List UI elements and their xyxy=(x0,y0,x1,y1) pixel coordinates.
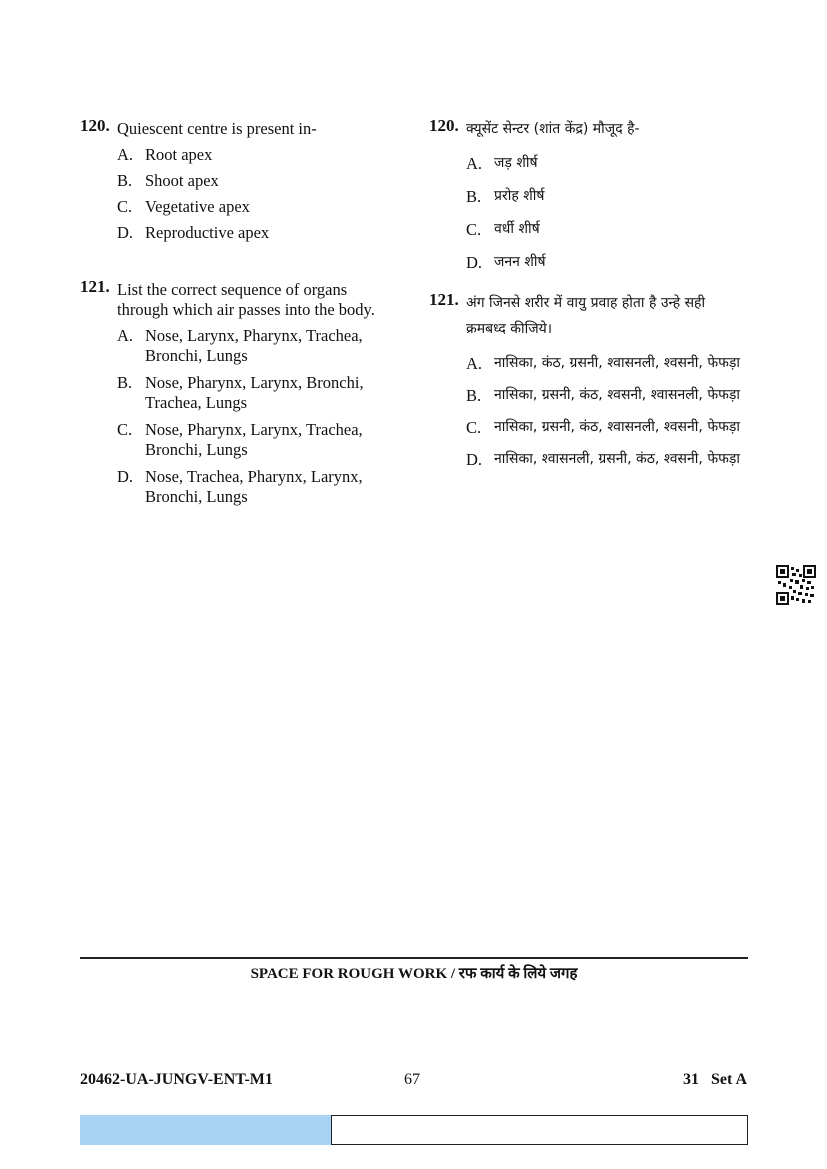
question-number: 120. xyxy=(429,116,459,135)
english-column xyxy=(80,116,390,514)
footer-code: 20462-UA-JUNGV-ENT-M1 xyxy=(80,1071,273,1088)
option-label: B. xyxy=(466,187,482,206)
hindi-column xyxy=(429,116,749,476)
option-label: D. xyxy=(466,450,483,469)
option-label: C. xyxy=(117,197,133,216)
option-label: B. xyxy=(117,373,133,392)
options-list xyxy=(117,326,390,507)
option-a xyxy=(117,145,390,165)
option-text: जड़ शीर्ष xyxy=(494,155,538,171)
option-text: वर्धी शीर्ष xyxy=(494,221,540,237)
option-b xyxy=(466,181,749,210)
options-list xyxy=(466,348,749,473)
question-120-hi xyxy=(429,116,749,276)
option-text: नासिका, ग्रसनी, कंठ, श्वसनी, श्वासनली, फेफड़ा xyxy=(494,387,741,403)
set-label: Set A xyxy=(711,1071,747,1088)
option-label: D. xyxy=(466,253,483,272)
options-list xyxy=(117,145,390,243)
option-text: Reproductive apex xyxy=(145,223,270,242)
option-text: Nose, Trachea, Pharynx, Larynx, Bronchi, Lungs xyxy=(145,467,363,506)
option-text: नासिका, श्वासनली, ग्रसनी, कंठ, श्वसनी, फेफड़ा xyxy=(494,451,741,467)
option-label: B. xyxy=(117,171,133,190)
option-d xyxy=(117,223,390,243)
question-120-en xyxy=(80,116,390,243)
option-label: D. xyxy=(117,223,134,242)
option-text: Nose, Larynx, Pharynx, Trachea, Bronchi, Lungs xyxy=(145,326,363,365)
question-text: List the correct sequence of organs through which air passes into the body. xyxy=(117,280,375,319)
option-label: C. xyxy=(117,420,133,439)
option-label: D. xyxy=(117,467,134,486)
question-121-hi xyxy=(429,290,749,473)
option-text: नासिका, ग्रसनी, कंठ, श्वासनली, श्वसनी, फेफड़ा xyxy=(494,419,741,435)
option-d xyxy=(466,444,749,473)
option-label: A. xyxy=(117,145,134,164)
qr-code-icon xyxy=(776,565,816,605)
option-text: Vegetative apex xyxy=(145,197,250,216)
option-d xyxy=(466,247,749,276)
option-b xyxy=(117,171,390,191)
question-number: 120. xyxy=(80,116,110,135)
question-text: Quiescent centre is present in- xyxy=(117,119,317,138)
question-text: अंग जिनसे शरीर में वायु प्रवाह होता है उन्हे सही क्रमबध्द कीजिये। xyxy=(466,295,706,337)
option-label: C. xyxy=(466,220,482,239)
option-c xyxy=(466,214,749,243)
option-a xyxy=(117,326,390,366)
option-text: प्ररोह शीर्ष xyxy=(494,188,545,204)
option-label: A. xyxy=(466,354,483,373)
question-number: 121. xyxy=(429,290,459,309)
option-label: A. xyxy=(117,326,134,345)
series-number: 31 xyxy=(683,1071,699,1088)
option-text: Nose, Pharynx, Larynx, Trachea, Bronchi, Lungs xyxy=(145,420,363,459)
question-121-en xyxy=(80,277,390,507)
option-a xyxy=(466,148,749,177)
options-list xyxy=(466,148,749,276)
option-d xyxy=(117,467,390,507)
footer-empty-box xyxy=(331,1115,748,1145)
option-b xyxy=(117,373,390,413)
option-text: Root apex xyxy=(145,145,213,164)
option-text: जनन शीर्ष xyxy=(494,254,546,270)
option-c xyxy=(117,420,390,460)
option-label: C. xyxy=(466,418,482,437)
footer-set xyxy=(683,1071,747,1089)
page-number: 67 xyxy=(404,1071,420,1088)
option-text: Nose, Pharynx, Larynx, Bronchi, Trachea, Lungs xyxy=(145,373,364,412)
rough-work-divider xyxy=(80,957,748,959)
option-b xyxy=(466,380,749,409)
option-text: Shoot apex xyxy=(145,171,219,190)
footer-color-bar xyxy=(80,1115,331,1145)
question-text: क्यूसेंट सेन्टर (शांत केंद्र) मौजूद है- xyxy=(466,121,640,137)
option-label: A. xyxy=(466,154,483,173)
rough-work-label: SPACE FOR ROUGH WORK / रफ कार्य के लिये जगह xyxy=(250,966,578,982)
question-number: 121. xyxy=(80,277,110,296)
option-c xyxy=(466,412,749,441)
option-a xyxy=(466,348,749,377)
option-label: B. xyxy=(466,386,482,405)
option-text: नासिका, कंठ, ग्रसनी, श्वासनली, श्वसनी, फेफड़ा xyxy=(494,355,741,371)
option-c xyxy=(117,197,390,217)
